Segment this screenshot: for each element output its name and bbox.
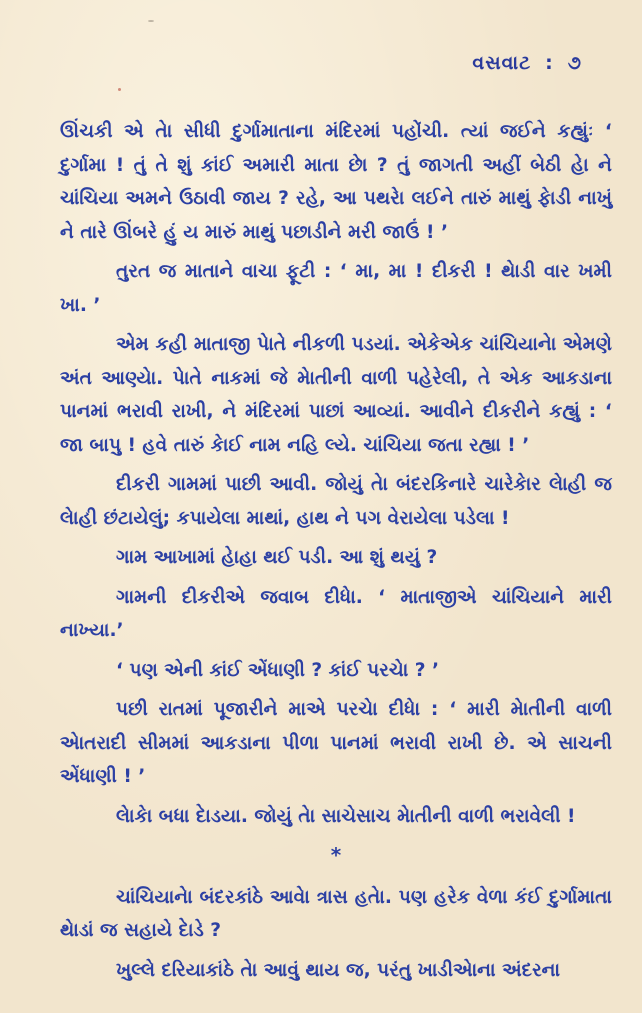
paragraph: એમ કહી માતાજી પેાતે નીકળી પડયાં. એકેએક ચાંચિયાનેા એમણે અંત આણ્યેા. પેાતે નાકમાં જે મેાતીની વાળી પહેરેલી, તે એક આકડાના પાનમાં ભરાવી રાખી, ને મંદિરમાં પાછાં આવ્યાં. આવીને દીકરીને કહ્યું : ‘ જા બાપુ ! હવે તારું કેાઈ નામ નહિ લ્યે. ચાંચિયા જતા રહ્યા ! ’ — [60, 334, 612, 456]
paper-speck — [148, 20, 154, 22]
paragraph: ચાંચિયાનેા બંદરકાંઠે આવેા ત્રાસ હતેા. પણ હરેક વેળા કંઈ દુર્ગામાતા થેાડાં જ સહાયે દેાડે ? — [60, 886, 612, 941]
paragraph: ‘ પણ એની કાંઈ એંધાણી ? કાંઈ પરચેા ? ’ — [116, 659, 440, 681]
paragraph: ગામ આખામાં હેાહા થઈ પડી. આ શું થયું ? — [116, 547, 438, 568]
page-number: ૭ — [567, 52, 582, 74]
running-header — [472, 52, 582, 74]
paragraph: ગામની દીકરીએ જવાબ દીધેા. ‘ માતાજીએ ચાંચિયાને મારી નાખ્યા.’ — [60, 586, 612, 641]
paragraph: તુરત જ માતાને વાચા ફૂટી : ‘ મા, મા ! દીકરી ! થેાડી વાર ખમી ખા. ’ — [60, 261, 612, 316]
header-separator: : — [545, 52, 554, 74]
page-body — [60, 115, 612, 987]
paragraph: ખુલ્લે દરિયાકાંઠે તેા આવું થાય જ, પરંતુ ખાડીએાના અંદરના — [116, 959, 561, 981]
header-title: વસવાટ — [472, 52, 532, 74]
paragraph: લેાકેા બધા દેાડયા. જોયું તેા સાચેસાચ મેાતીની વાળી ભરાવેલી ! — [116, 805, 576, 827]
paragraph: પછી રાતમાં પૂજારીને માએ પરચેા દીધેા : ‘ મારી મેાતીની વાળી એાતરાદી સીમમાં આકડાના પીળા પાનમાં ભરાવી રાખી છે. એ સાચની એંધાણી ! ’ — [60, 699, 612, 787]
paragraph: ઊંચકી એ તેા સીધી દુર્ગામાતાના મંદિરમાં પહોંચી. ત્યાં જઈને કહ્યુંઃ ‘ દુર્ગામા ! તું તે શું કાંઈ અમારી માતા છેા ? તું જાગતી અહીં બેઠી હેા ને ચાંચિયા અમને ઉઠાવી જાય ? રહે, આ પથરેા લઈને તારું માથું ફેાડી નાખું ને તારે ઊંબરે હું ય મારું માથું પછાડીને મરી જાઉં ! ’ — [60, 121, 612, 243]
section-divider: * — [330, 843, 342, 867]
paragraph: દીકરી ગામમાં પાછી આવી. જોયું તેા બંદરકિનારે ચારેકેાર લેાહી જ લેાહી છંટાયેલું; કપાયેલા માથાં, હાથ ને પગ વેરાયેલા પડેલા ! — [60, 474, 612, 529]
paper-speck — [118, 88, 121, 91]
